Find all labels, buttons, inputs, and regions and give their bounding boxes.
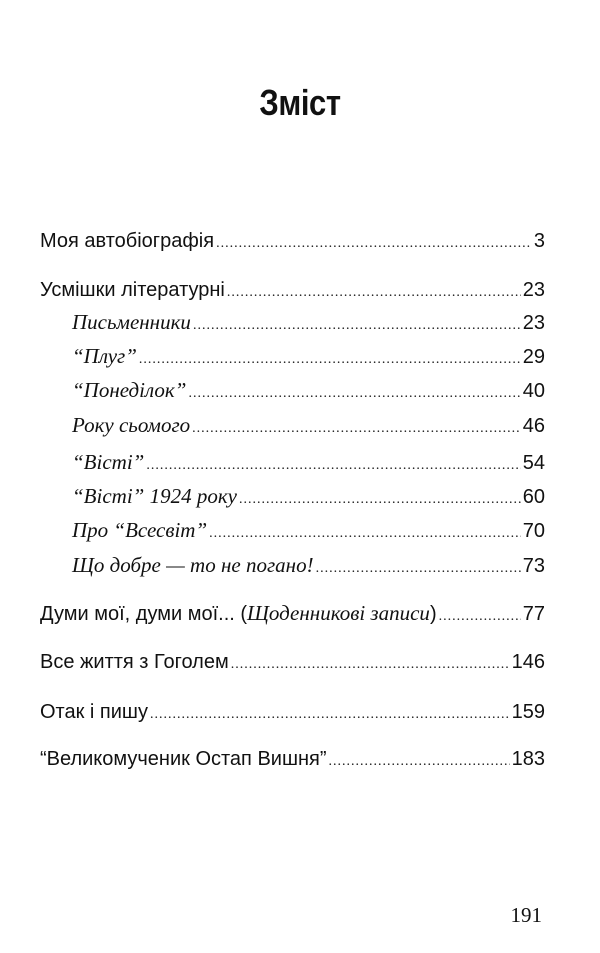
dot-leader <box>146 451 520 481</box>
toc-entry-page: 23 <box>522 312 545 334</box>
toc-entry-label <box>40 598 437 629</box>
dot-leader <box>209 519 521 549</box>
toc-entry-label: “Понеділок” <box>72 378 187 402</box>
toc-entry-page: 183 <box>511 748 545 770</box>
dot-leader <box>231 650 510 680</box>
toc-entry-page: 77 <box>522 603 545 625</box>
toc-entry-label-suffix: ) <box>429 603 437 625</box>
toc-entry-page: 23 <box>522 279 545 301</box>
toc-entry-autobiography <box>40 226 545 256</box>
toc-subentry-vsesvit <box>72 515 545 545</box>
toc-entry-page: 40 <box>522 380 545 402</box>
dot-leader <box>227 278 521 308</box>
dot-leader <box>192 414 521 444</box>
toc-entry-label: “Вісті” <box>72 450 145 474</box>
dot-leader <box>188 379 520 409</box>
toc-entry-page: 70 <box>522 520 545 542</box>
toc-subentry-writers <box>72 307 545 337</box>
toc-entry-page: 73 <box>522 555 545 577</box>
toc-entry-label-prefix: Думи мої, думи мої... ( <box>40 603 248 625</box>
toc-entry-literary-smiles <box>40 275 545 305</box>
toc-entry-label: “Вісті” 1924 року <box>72 484 237 508</box>
dot-leader <box>329 747 510 777</box>
toc-entry-label: Усмішки літературні <box>40 279 225 301</box>
dot-leader <box>239 485 521 515</box>
dot-leader <box>216 229 532 259</box>
page-title: Зміст <box>259 82 341 123</box>
toc-subentry-good-not-bad <box>72 550 545 580</box>
page-number: 191 <box>510 903 542 927</box>
toc-entry-page: 29 <box>522 346 545 368</box>
dot-leader <box>439 602 521 632</box>
toc-subentry-seventh-year <box>72 410 545 440</box>
toc-entry-label-italic: Щоденникові записи <box>247 601 430 625</box>
toc-entry-label: Отак і пишу <box>40 701 148 723</box>
toc-entry-label: “Великомученик Остап Вишня” <box>40 748 327 770</box>
toc-entry-page: 60 <box>522 486 545 508</box>
toc-subentry-plug <box>72 341 545 371</box>
toc-subentry-monday <box>72 375 545 405</box>
dot-leader <box>139 345 521 375</box>
toc-subentry-visti <box>72 447 545 477</box>
dot-leader <box>316 554 521 584</box>
toc-entry-page: 46 <box>522 415 545 437</box>
toc-entry-page: 159 <box>511 701 545 723</box>
toc-entry-label: Що добре — то не погано! <box>72 553 314 577</box>
toc-entry-label: Моя автобіографія <box>40 230 215 252</box>
toc-entry-label: Все життя з Гоголем <box>40 651 229 673</box>
toc-entry-label: Письменники <box>72 310 191 334</box>
toc-subentry-visti-1924 <box>72 481 545 511</box>
toc-entry-my-thoughts <box>40 598 545 628</box>
dot-leader <box>193 311 521 341</box>
toc-entry-page: 54 <box>522 452 545 474</box>
toc-entry-page: 3 <box>533 230 545 252</box>
toc-entry-page: 146 <box>511 651 545 673</box>
toc-entry-label: Про “Всесвіт” <box>72 518 208 542</box>
toc-entry-label: Року сьомого <box>72 413 191 437</box>
toc-entry-label: “Плуг” <box>72 344 137 368</box>
toc-entry-thats-how-i-write <box>40 697 545 727</box>
toc-entry-great-martyr <box>40 744 545 774</box>
toc-entry-gogol <box>40 647 545 677</box>
dot-leader <box>150 700 510 730</box>
